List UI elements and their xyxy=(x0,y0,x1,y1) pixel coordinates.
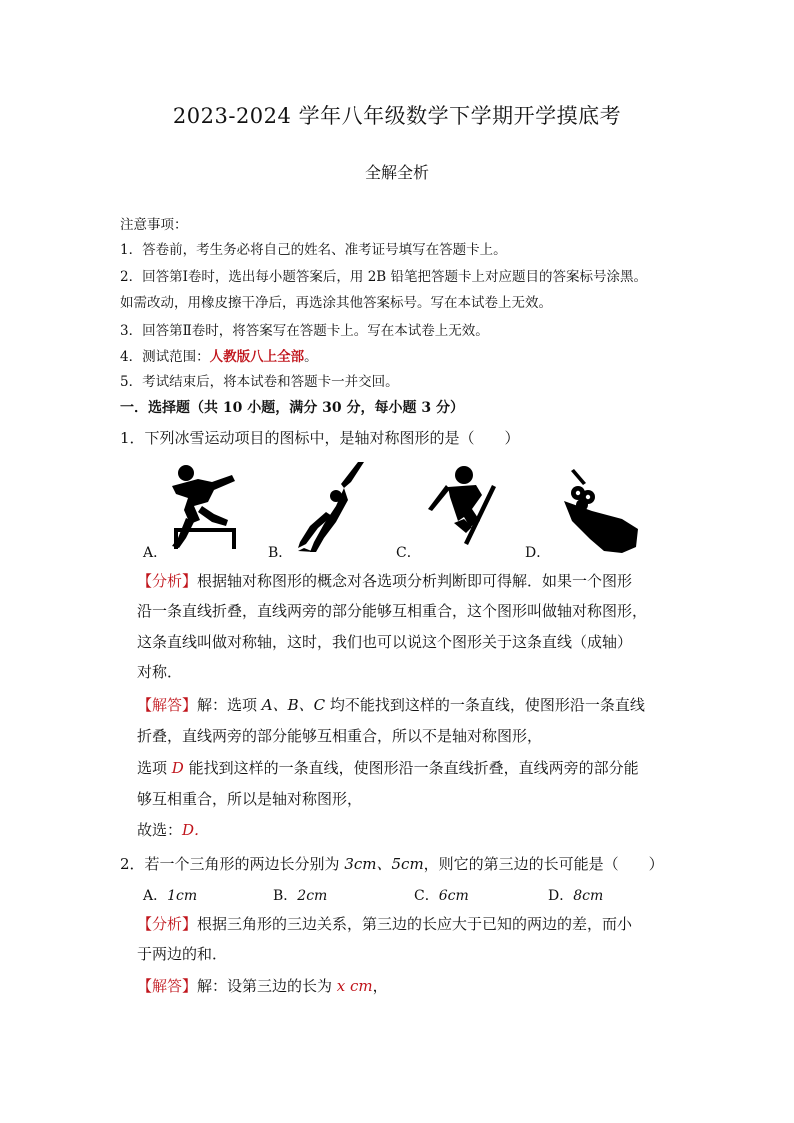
q2-option-c xyxy=(414,885,469,905)
q2-option-a xyxy=(143,885,197,905)
answer-text: 选项 xyxy=(137,759,172,777)
q1-answer-line: 够互相重合，所以是轴对称图形， xyxy=(137,790,363,808)
range-highlight: 人教版八上全部 xyxy=(209,349,305,365)
answer-options-ref: A、B、C xyxy=(261,696,326,714)
range-end: 。 xyxy=(304,349,318,365)
answer-text: 解：设第三边的长为 xyxy=(197,977,337,995)
note-item: 5．考试结束后，将本试卷和答题卡一并交回。 xyxy=(120,374,399,390)
analysis-tag: 【分析】 xyxy=(137,572,198,590)
note-item-range xyxy=(120,345,318,365)
analysis-tag: 【分析】 xyxy=(137,915,198,933)
answer-variable: x cm xyxy=(336,977,373,995)
option-b-label: B． xyxy=(268,545,293,561)
question-1-stem: 1．下列冰雪运动项目的图标中，是轴对称图形的是（ ） xyxy=(120,429,520,447)
analysis-text: 根据轴对称图形的概念对各选项分析判断即可得解．如果一个图形 xyxy=(197,572,633,590)
q1-analysis-line: 这条直线叫做对称轴，这时，我们也可以说这个图形关于这条直线（成轴） xyxy=(137,633,633,651)
q1-choose-line xyxy=(137,823,209,838)
stem-text: ，则它的第三边的长可能是（ ） xyxy=(423,855,664,873)
hurdle-skater-icon xyxy=(168,462,242,550)
range-label: 4．测试范围： xyxy=(120,349,210,365)
answer-text: 能找到这样的一条直线，使图形沿一条直线折叠，直线两旁的部分能 xyxy=(183,759,639,777)
note-item: 2．回答第Ⅰ卷时，选出每小题答案后，用 2B 铅笔把答题卡上对应题目的答案标号涂黑。 xyxy=(120,269,648,285)
option-label: D． xyxy=(548,888,574,904)
option-label: C． xyxy=(414,888,439,904)
option-label: A． xyxy=(143,888,168,904)
choose-label: 故选： xyxy=(137,821,183,839)
analysis-text: 根据三角形的三边关系，第三边的长应大于已知的两边的差，而小 xyxy=(197,915,633,933)
option-value: 1cm xyxy=(167,888,198,904)
option-value: 2cm xyxy=(297,888,328,904)
option-d-label: D． xyxy=(525,545,551,561)
q2-option-d xyxy=(548,885,603,905)
q1-analysis-line: 沿一条直线折叠，直线两旁的部分能够互相重合，这个图形叫做轴对称图形， xyxy=(137,602,648,620)
answer-tag: 【解答】 xyxy=(137,977,198,995)
answer-option-ref: D xyxy=(171,759,184,777)
note-item: 如需改动，用橡皮擦干净后，再选涂其他答案标号。写在本试卷上无效。 xyxy=(120,295,552,311)
notes-heading: 注意事项： xyxy=(120,217,188,233)
q1-answer-line xyxy=(137,698,645,713)
option-value: 8cm xyxy=(573,888,604,904)
option-label: B． xyxy=(273,888,298,904)
q1-analysis-line: 对称． xyxy=(137,663,183,681)
note-item: 3．回答第Ⅱ卷时，将答案写在答题卡上。写在本试卷上无效。 xyxy=(120,323,489,339)
q2-analysis-line: 于两边的和． xyxy=(137,945,228,963)
option-a-label: A． xyxy=(143,545,168,561)
answer-text: 解：选项 xyxy=(197,696,262,714)
speed-skater-icon xyxy=(296,460,368,552)
section-heading: 一．选择题（共 10 小题，满分 30 分，每小题 3 分） xyxy=(120,400,464,416)
bobsleigh-icon xyxy=(552,467,644,555)
answer-tag: 【解答】 xyxy=(137,696,198,714)
page-subtitle: 全解全析 xyxy=(364,163,429,182)
q2-analysis-line xyxy=(137,917,632,932)
page-title: 2023-2024 学年八年级数学下学期开学摸底考 xyxy=(172,104,622,128)
question-2-stem xyxy=(120,853,664,874)
answer-text: ， xyxy=(372,977,388,995)
option-c-label: C． xyxy=(396,545,421,561)
q1-analysis-line xyxy=(137,574,632,589)
stem-text: 2．若一个三角形的两边长分别为 xyxy=(120,855,345,873)
note-item: 1．答卷前，考生务必将自己的姓名、准考证号填写在答题卡上。 xyxy=(120,242,507,258)
option-value: 6cm xyxy=(438,888,469,904)
q2-option-b xyxy=(273,885,327,905)
choose-value: D． xyxy=(182,821,210,839)
answer-text: 均不能找到这样的一条直线，使图形沿一条直线 xyxy=(325,696,645,714)
stem-values: 3cm、5cm xyxy=(344,855,424,873)
skier-icon xyxy=(424,463,498,551)
q1-answer-line xyxy=(137,761,639,776)
q2-answer-line xyxy=(137,979,388,994)
q1-answer-line: 折叠，直线两旁的部分能够互相重合，所以不是轴对称图形， xyxy=(137,727,543,745)
